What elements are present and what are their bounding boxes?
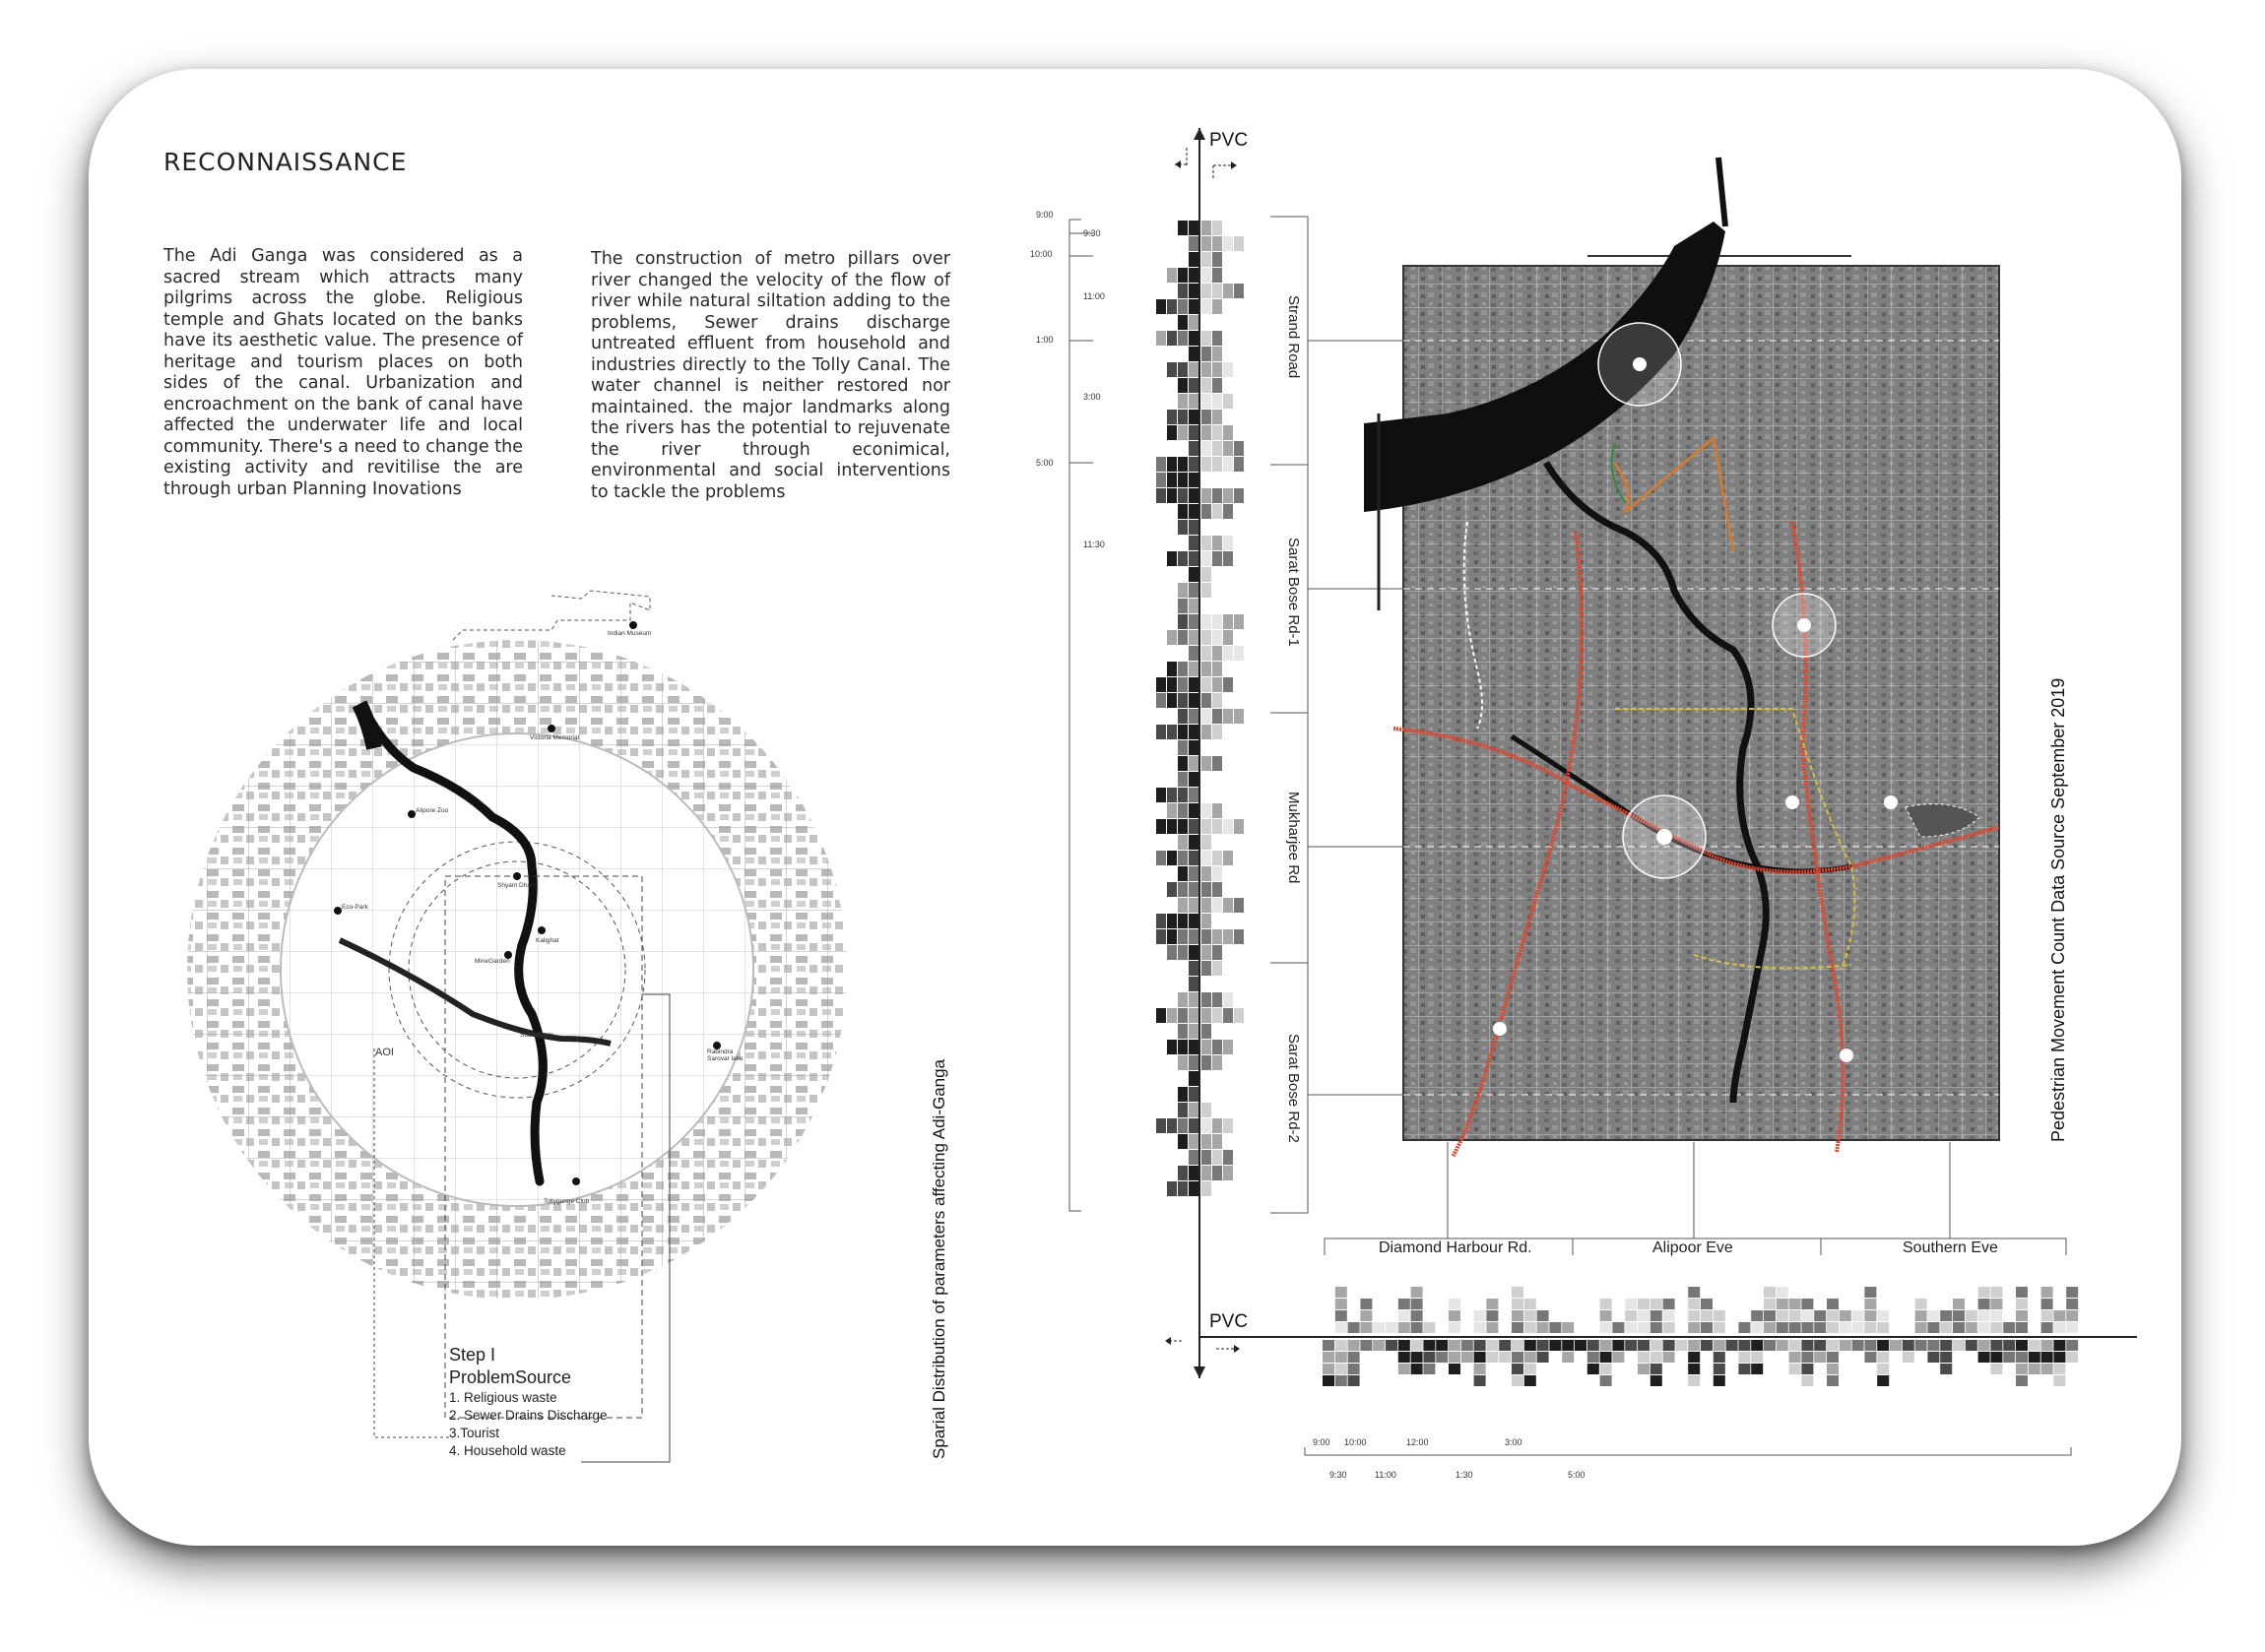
time-tick: 1:30 — [1456, 1470, 1473, 1480]
time-tick: 1:00 — [1036, 335, 1054, 345]
intro-paragraph-right: The construction of metro pillars over river changed the velocity of the flow of river while natural siltation adding to the problems, Sewer drains discharge untreated effluent from household and industries directly to the Tolly Canal. The water channel is neither restored nor maintained. the major landmarks along the rivers has the potential to rejuvenate the river through econimical, environmental and social interventions to tackle the problems — [591, 249, 950, 502]
step-item: 4. Household waste — [449, 1443, 566, 1458]
map-label-indian-museum: Indian Museum — [608, 630, 652, 637]
map-label-tollygunge-club: Tollygunge Club — [544, 1198, 590, 1205]
pvc-label-top: PVC — [1209, 130, 1249, 151]
page-title: RECONNAISSANCE — [163, 148, 408, 176]
map-label-kalighat: Kalighat — [536, 937, 559, 944]
map-label-rabindra-sarovar: Rabindra Sarovar lake — [707, 1048, 744, 1062]
step-item: 3.Tourist — [449, 1426, 500, 1440]
time-tick: 10:00 — [1344, 1437, 1367, 1447]
step-item: 2. Sewer Drains Discharge — [449, 1408, 608, 1423]
road-label-strand: Strand Road — [1285, 295, 1302, 379]
road-label-sarat-bose-2: Sarat Bose Rd-2 — [1285, 1034, 1302, 1143]
time-tick: 9:30 — [1083, 228, 1101, 238]
time-tick: 9:30 — [1329, 1470, 1347, 1480]
map-label-eco-park: Eco-Park — [342, 904, 368, 911]
map-label-shyam-dham: Shyam Dham — [497, 882, 537, 889]
spatial-distribution-label: Sparial Distribution of parameters affecting Adi-Ganga — [930, 1058, 948, 1459]
map-label-victoria-memorial: Victoria Memorial — [530, 734, 580, 741]
road-label-sarat-bose-1: Sarat Bose Rd-1 — [1285, 538, 1302, 647]
aoi-label: AOI — [375, 1047, 394, 1058]
step-item: 1. Religious waste — [449, 1390, 557, 1405]
road-label-alipoor: Alipoor Eve — [1652, 1239, 1733, 1256]
pvc-label-bottom: PVC — [1209, 1311, 1249, 1332]
time-tick: 12:00 — [1406, 1437, 1429, 1447]
time-tick: 11:00 — [1083, 291, 1105, 301]
time-tick: 10:00 — [1030, 249, 1053, 259]
step-title: Step I — [449, 1345, 496, 1365]
road-label-southern: Southern Eve — [1903, 1239, 1998, 1256]
time-tick: 5:00 — [1036, 458, 1054, 468]
time-tick: 3:00 — [1083, 392, 1101, 402]
step-subtitle: ProblemSource — [449, 1367, 572, 1387]
intro-paragraph-left: The Adi Ganga was considered as a sacred stream which attracts many pilgrims across the globe. Religious temple and Ghats located on the banks have its aesthetic value. The presence of heritage and tourism places on both sides of the canal. Urbanization and encroachment on the bank of canal have affected the underwater life and local community. There's a need to change the existing activity and revitilise the are through urban Planning Inovations — [163, 246, 523, 499]
road-label-mukharjee: Mukharjee Rd — [1285, 792, 1302, 884]
time-tick: 11:30 — [1083, 540, 1105, 549]
map-label-alipore-zoo: Alipore Zoo — [416, 807, 449, 814]
time-tick: 11:00 — [1375, 1470, 1396, 1480]
time-tick: 5:00 — [1568, 1470, 1586, 1480]
map-label-subroshala: SubroShala — [520, 1032, 553, 1039]
map-label-minegarden: MineGarden — [475, 958, 510, 965]
road-label-diamond-harbour: Diamond Harbour Rd. — [1379, 1239, 1532, 1256]
time-tick: 9:00 — [1313, 1437, 1330, 1447]
pedestrian-movement-label: Pedestrian Movement Count Data Source September 2019 — [2048, 677, 2068, 1142]
time-tick: 9:00 — [1036, 210, 1054, 220]
time-tick: 3:00 — [1505, 1437, 1522, 1447]
